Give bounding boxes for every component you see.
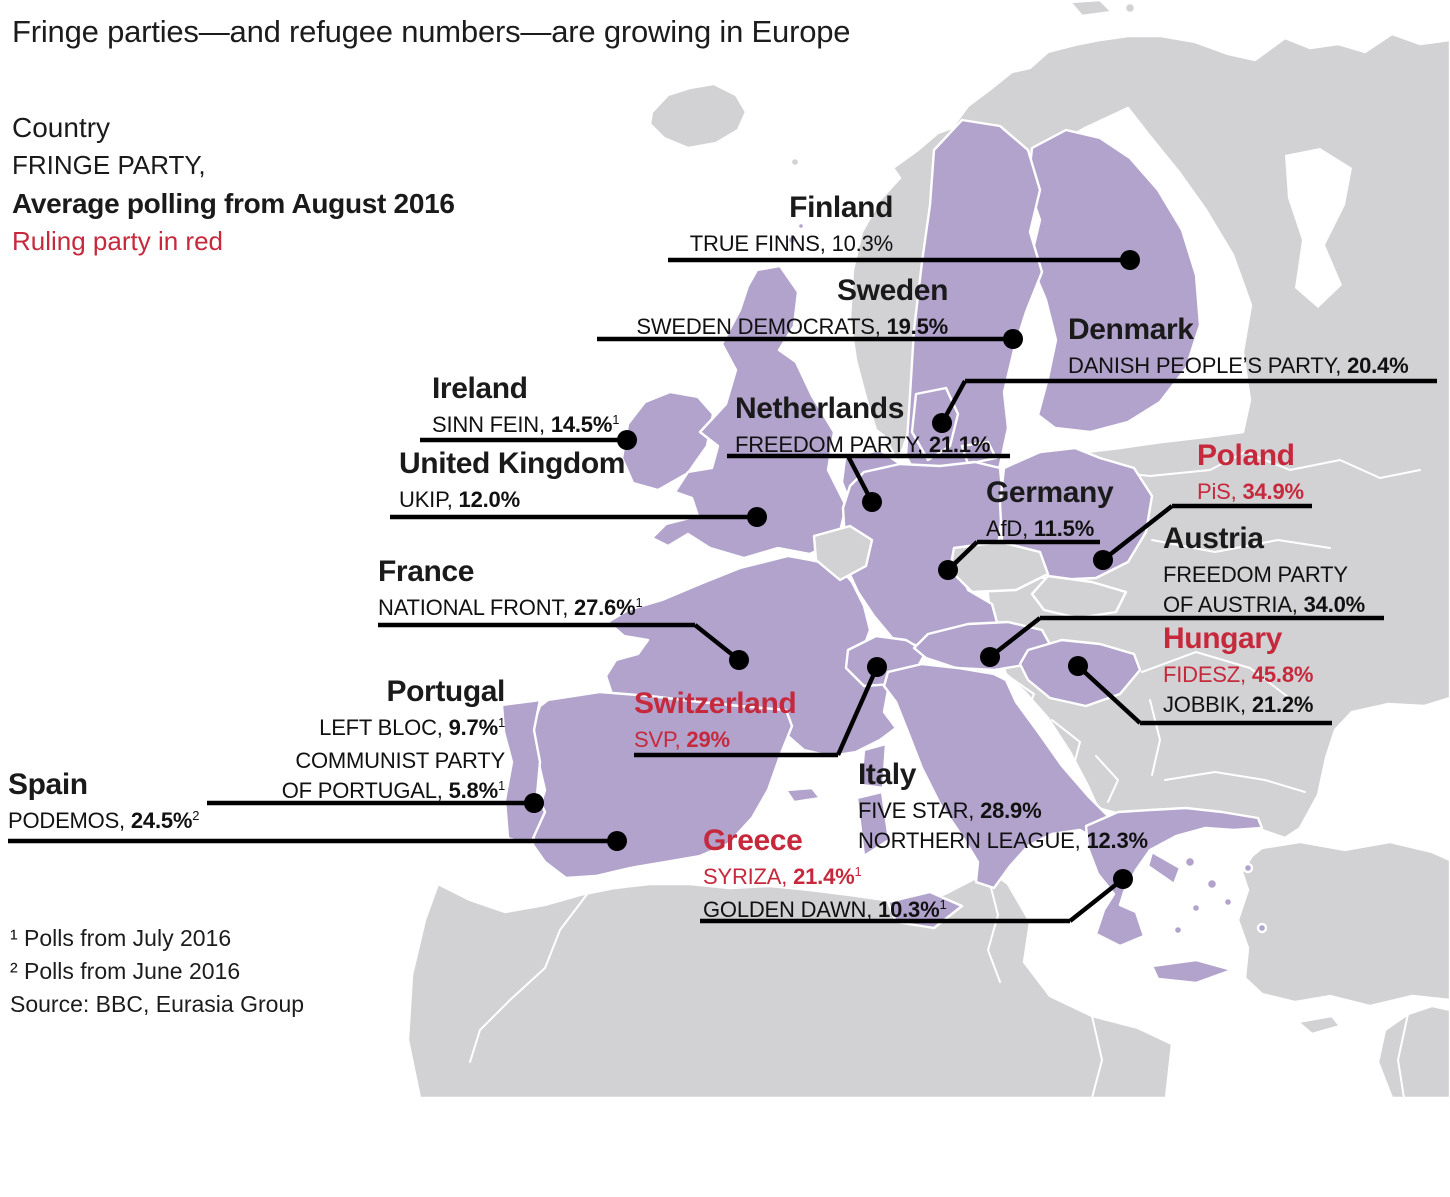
party-line-germany-0: AfD, 11.5% — [986, 516, 1095, 541]
country-name-italy: Italy — [858, 758, 917, 791]
leader-dot-sweden — [1003, 329, 1023, 349]
footnotes — [10, 922, 304, 1021]
label-poland — [1197, 439, 1304, 507]
party-line-hungary-0: FIDESZ, 45.8% — [1163, 662, 1314, 687]
legend-ruling-note: Ruling party in red — [12, 226, 223, 256]
country-name-switzerland: Switzerland — [634, 687, 797, 720]
party-line-greece-1: GOLDEN DAWN, 10.3%$^1$ — [703, 897, 947, 922]
country-name-united-kingdom: United Kingdom — [399, 447, 626, 480]
party-line-poland-0: PiS, 34.9% — [1197, 479, 1304, 504]
party-line-switzerland-0: SVP, 29% — [634, 727, 730, 752]
party-line-sweden-0: SWEDEN DEMOCRATS, 19.5% — [636, 314, 948, 339]
country-name-poland: Poland — [1197, 439, 1295, 472]
label-netherlands — [735, 392, 990, 460]
map-country-turkey — [1238, 842, 1450, 1006]
page-title: Fringe parties—and refugee numbers—are growing in Europe — [12, 14, 851, 49]
country-name-netherlands: Netherlands — [735, 392, 904, 425]
footnote-2: ² Polls from June 2016 — [10, 958, 241, 984]
country-name-hungary: Hungary — [1163, 622, 1282, 655]
party-line-finland-0: TRUE FINNS, 10.3% — [689, 231, 893, 256]
leader-dot-netherlands — [862, 492, 882, 512]
label-france — [378, 555, 642, 626]
label-finland — [690, 191, 893, 259]
party-line-ireland-0: SINN FEIN, 14.5%$^1$ — [432, 412, 620, 437]
country-name-denmark: Denmark — [1068, 313, 1194, 346]
party-line-austria-1: OF AUSTRIA, 34.0% — [1163, 592, 1366, 617]
party-line-spain-0: PODEMOS, 24.5%$^2$ — [8, 808, 200, 833]
leader-dot-austria — [980, 647, 1000, 667]
party-line-netherlands-0: FREEDOM PARTY, 21.1% — [735, 432, 991, 457]
country-name-germany: Germany — [986, 476, 1114, 509]
leader-dot-spain — [607, 831, 627, 851]
country-name-greece: Greece — [703, 824, 803, 857]
leader-dot-portugal — [524, 793, 544, 813]
party-line-denmark-0: DANISH PEOPLE’S PARTY, 20.4% — [1068, 353, 1409, 378]
party-line-italy-1: NORTHERN LEAGUE, 12.3% — [858, 828, 1148, 853]
label-germany — [986, 476, 1113, 544]
party-line-hungary-1: JOBBIK, 21.2% — [1163, 692, 1314, 717]
leader-dot-switzerland — [867, 657, 887, 677]
country-name-portugal: Portugal — [386, 675, 505, 708]
leader-dot-hungary — [1068, 656, 1088, 676]
legend-country-label: Country — [12, 112, 111, 143]
label-hungary — [1163, 622, 1313, 720]
map-country-iceland — [650, 84, 746, 148]
label-ireland — [432, 372, 619, 443]
map-country-cyprus — [1298, 1016, 1340, 1034]
leader-dot-germany — [938, 560, 958, 580]
label-united-kingdom — [399, 447, 625, 515]
party-line-portugal-2: OF PORTUGAL, 5.8%$^1$ — [281, 778, 505, 803]
country-name-sweden: Sweden — [837, 274, 948, 307]
source-line: Source: BBC, Eurasia Group — [10, 991, 305, 1017]
label-spain — [8, 768, 199, 839]
footnote-1: ¹ Polls from July 2016 — [10, 925, 232, 951]
leader-dot-poland — [1093, 550, 1113, 570]
party-line-france-0: NATIONAL FRONT, 27.6%$^1$ — [378, 595, 643, 620]
leader-dot-france — [729, 650, 749, 670]
leader-dot-finland — [1120, 250, 1140, 270]
country-name-finland: Finland — [789, 191, 893, 224]
map-region-levant — [1378, 1006, 1450, 1098]
party-line-portugal-0: LEFT BLOC, 9.7%$^1$ — [319, 715, 505, 740]
leader-dot-greece — [1113, 869, 1133, 889]
party-line-greece-0: SYRIZA, 21.4%$^1$ — [703, 864, 862, 889]
label-austria — [1163, 522, 1365, 620]
label-denmark — [1068, 313, 1408, 381]
label-switzerland — [634, 687, 796, 755]
country-name-spain: Spain — [8, 768, 88, 801]
label-portugal — [282, 675, 505, 809]
legend-fringe-party-label: FRINGE PARTY, — [12, 150, 206, 180]
party-line-portugal-1: COMMUNIST PARTY — [295, 748, 505, 773]
party-line-italy-0: FIVE STAR, 28.9% — [858, 798, 1042, 823]
country-name-ireland: Ireland — [432, 372, 528, 405]
map-country-finland — [1028, 130, 1200, 432]
party-line-austria-0: FREEDOM PARTY — [1163, 562, 1348, 587]
legend-polling-label: Average polling from August 2016 — [12, 188, 455, 219]
party-line-united-kingdom-0: UKIP, 12.0% — [399, 487, 520, 512]
leader-dot-united-kingdom — [747, 507, 767, 527]
label-greece — [703, 824, 946, 928]
country-name-austria: Austria — [1163, 522, 1264, 555]
country-name-france: France — [378, 555, 474, 588]
label-sweden — [636, 274, 948, 342]
